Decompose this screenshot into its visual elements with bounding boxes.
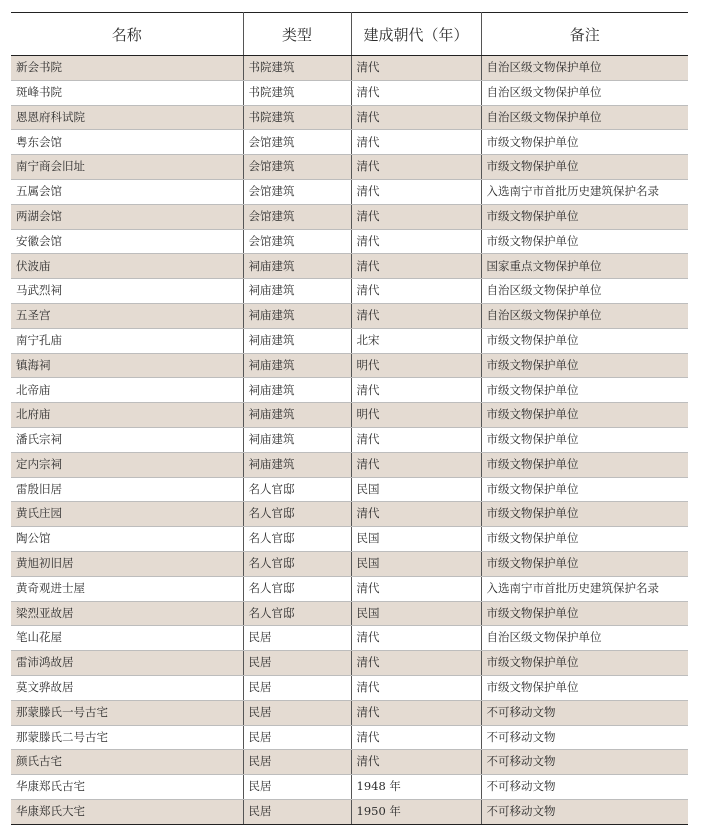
cell-notes: 入选南宁市首批历史建筑保护名录: [481, 576, 688, 601]
table-row: [11, 551, 688, 576]
cell-notes: 市级文物保护单位: [481, 675, 688, 700]
cell-type: 民居: [243, 725, 351, 750]
table-row: [11, 527, 688, 552]
cell-type: 民居: [243, 626, 351, 651]
cell-type: 书院建筑: [243, 80, 351, 105]
cell-name: 新会书院: [11, 56, 243, 81]
cell-name: 雷沛鸿故居: [11, 651, 243, 676]
cell-era: 清代: [351, 254, 481, 279]
cell-name: 北帝庙: [11, 378, 243, 403]
cell-type: 书院建筑: [243, 56, 351, 81]
cell-type: 名人官邸: [243, 527, 351, 552]
cell-type: 名人官邸: [243, 551, 351, 576]
cell-notes: 自治区级文物保护单位: [481, 626, 688, 651]
cell-era: 民国: [351, 601, 481, 626]
cell-type: 祠庙建筑: [243, 279, 351, 304]
cell-era: 清代: [351, 105, 481, 130]
cell-name: 华康郑氏大宅: [11, 799, 243, 824]
cell-type: 民居: [243, 799, 351, 824]
cell-name: 笔山花屋: [11, 626, 243, 651]
cell-notes: 国家重点文物保护单位: [481, 254, 688, 279]
cell-era: 清代: [351, 130, 481, 155]
cell-era: 清代: [351, 303, 481, 328]
cell-type: 祠庙建筑: [243, 427, 351, 452]
table-row: [11, 477, 688, 502]
table-row: [11, 105, 688, 130]
cell-notes: 市级文物保护单位: [481, 204, 688, 229]
cell-era: 清代: [351, 576, 481, 601]
cell-type: 会馆建筑: [243, 179, 351, 204]
cell-name: 那蒙滕氏一号古宅: [11, 700, 243, 725]
cell-notes: 自治区级文物保护单位: [481, 105, 688, 130]
cell-type: 民居: [243, 700, 351, 725]
table-row: [11, 651, 688, 676]
cell-notes: 市级文物保护单位: [481, 130, 688, 155]
cell-type: 祠庙建筑: [243, 353, 351, 378]
cell-era: 清代: [351, 279, 481, 304]
cell-type: 会馆建筑: [243, 155, 351, 180]
cell-era: 清代: [351, 56, 481, 81]
cell-notes: 市级文物保护单位: [481, 353, 688, 378]
cell-notes: 市级文物保护单位: [481, 527, 688, 552]
table-row: [11, 303, 688, 328]
cell-notes: 市级文物保护单位: [481, 155, 688, 180]
cell-era: 清代: [351, 626, 481, 651]
cell-era: 清代: [351, 427, 481, 452]
cell-notes: 市级文物保护单位: [481, 427, 688, 452]
cell-notes: 市级文物保护单位: [481, 403, 688, 428]
cell-notes: 市级文物保护单位: [481, 328, 688, 353]
cell-name: 南宁商会旧址: [11, 155, 243, 180]
table-row: [11, 279, 688, 304]
cell-notes: 不可移动文物: [481, 700, 688, 725]
cell-notes: 市级文物保护单位: [481, 452, 688, 477]
cell-name: 那蒙滕氏二号古宅: [11, 725, 243, 750]
cell-name: 五圣宫: [11, 303, 243, 328]
cell-era: 清代: [351, 750, 481, 775]
cell-name: 华康郑氏古宅: [11, 775, 243, 800]
cell-notes: 入选南宁市首批历史建筑保护名录: [481, 179, 688, 204]
cell-notes: 不可移动文物: [481, 775, 688, 800]
table-row: [11, 403, 688, 428]
cell-notes: 自治区级文物保护单位: [481, 56, 688, 81]
table-row: [11, 56, 688, 81]
column-header-name: 名称: [11, 13, 243, 56]
table-row: [11, 700, 688, 725]
table-row: [11, 179, 688, 204]
table-row: [11, 799, 688, 824]
cell-name: 粤东会馆: [11, 130, 243, 155]
column-header-era: 建成朝代（年）: [351, 13, 481, 56]
cell-name: 黄旭初旧居: [11, 551, 243, 576]
cell-type: 祠庙建筑: [243, 254, 351, 279]
cell-era: 清代: [351, 179, 481, 204]
cell-era: 清代: [351, 155, 481, 180]
table-row: [11, 80, 688, 105]
table-row: [11, 130, 688, 155]
cell-notes: 自治区级文物保护单位: [481, 303, 688, 328]
cell-notes: 市级文物保护单位: [481, 378, 688, 403]
cell-name: 恩恩府科试院: [11, 105, 243, 130]
cell-name: 定内宗祠: [11, 452, 243, 477]
heritage-buildings-table: [11, 12, 688, 825]
column-header-type: 类型: [243, 13, 351, 56]
table-row: [11, 427, 688, 452]
table-row: [11, 775, 688, 800]
table-row: [11, 254, 688, 279]
cell-notes: 自治区级文物保护单位: [481, 80, 688, 105]
cell-notes: 市级文物保护单位: [481, 651, 688, 676]
table-row: [11, 601, 688, 626]
cell-name: 北府庙: [11, 403, 243, 428]
cell-type: 祠庙建筑: [243, 303, 351, 328]
cell-name: 莫文骅故居: [11, 675, 243, 700]
table-row: [11, 378, 688, 403]
cell-notes: 市级文物保护单位: [481, 477, 688, 502]
cell-name: 梁烈亚故居: [11, 601, 243, 626]
cell-notes: 自治区级文物保护单位: [481, 279, 688, 304]
cell-notes: 不可移动文物: [481, 750, 688, 775]
table-row: [11, 328, 688, 353]
cell-era: 明代: [351, 353, 481, 378]
cell-era: 民国: [351, 527, 481, 552]
cell-era: 清代: [351, 700, 481, 725]
cell-era: 北宋: [351, 328, 481, 353]
table-row: [11, 204, 688, 229]
cell-era: 1950 年: [351, 799, 481, 824]
cell-name: 黄氏庄园: [11, 502, 243, 527]
cell-name: 五属会馆: [11, 179, 243, 204]
table-row: [11, 626, 688, 651]
cell-type: 名人官邸: [243, 601, 351, 626]
table-row: [11, 502, 688, 527]
cell-era: 清代: [351, 725, 481, 750]
cell-notes: 不可移动文物: [481, 725, 688, 750]
cell-era: 清代: [351, 502, 481, 527]
cell-notes: 不可移动文物: [481, 799, 688, 824]
cell-era: 清代: [351, 651, 481, 676]
table-header: [11, 13, 688, 56]
table-row: [11, 675, 688, 700]
cell-name: 陶公馆: [11, 527, 243, 552]
table-row: [11, 750, 688, 775]
table-row: [11, 353, 688, 378]
cell-type: 祠庙建筑: [243, 328, 351, 353]
cell-type: 书院建筑: [243, 105, 351, 130]
cell-name: 南宁孔庙: [11, 328, 243, 353]
header-row: [11, 13, 688, 56]
cell-notes: 市级文物保护单位: [481, 229, 688, 254]
table-row: [11, 229, 688, 254]
table-row: [11, 452, 688, 477]
cell-era: 清代: [351, 80, 481, 105]
table-row: [11, 576, 688, 601]
cell-type: 会馆建筑: [243, 229, 351, 254]
cell-notes: 市级文物保护单位: [481, 551, 688, 576]
cell-era: 清代: [351, 452, 481, 477]
cell-name: 雷殷旧居: [11, 477, 243, 502]
cell-notes: 市级文物保护单位: [481, 502, 688, 527]
column-header-notes: 备注: [481, 13, 688, 56]
cell-era: 清代: [351, 675, 481, 700]
table-body: [11, 56, 688, 825]
table-row: [11, 725, 688, 750]
cell-type: 祠庙建筑: [243, 403, 351, 428]
cell-name: 颜氏古宅: [11, 750, 243, 775]
cell-name: 黄奇观进士屋: [11, 576, 243, 601]
cell-type: 祠庙建筑: [243, 378, 351, 403]
cell-era: 民国: [351, 551, 481, 576]
cell-type: 民居: [243, 675, 351, 700]
cell-era: 1948 年: [351, 775, 481, 800]
cell-type: 名人官邸: [243, 502, 351, 527]
cell-era: 民国: [351, 477, 481, 502]
cell-name: 镇海祠: [11, 353, 243, 378]
cell-type: 民居: [243, 775, 351, 800]
table-row: [11, 155, 688, 180]
cell-type: 会馆建筑: [243, 130, 351, 155]
cell-type: 民居: [243, 750, 351, 775]
cell-type: 会馆建筑: [243, 204, 351, 229]
cell-type: 名人官邸: [243, 477, 351, 502]
cell-name: 马武烈祠: [11, 279, 243, 304]
cell-name: 斑峰书院: [11, 80, 243, 105]
cell-notes: 市级文物保护单位: [481, 601, 688, 626]
cell-type: 民居: [243, 651, 351, 676]
cell-name: 伏波庙: [11, 254, 243, 279]
cell-type: 名人官邸: [243, 576, 351, 601]
cell-name: 潘氏宗祠: [11, 427, 243, 452]
cell-type: 祠庙建筑: [243, 452, 351, 477]
cell-era: 明代: [351, 403, 481, 428]
cell-name: 两湖会馆: [11, 204, 243, 229]
cell-era: 清代: [351, 229, 481, 254]
cell-era: 清代: [351, 378, 481, 403]
cell-name: 安徽会馆: [11, 229, 243, 254]
cell-era: 清代: [351, 204, 481, 229]
